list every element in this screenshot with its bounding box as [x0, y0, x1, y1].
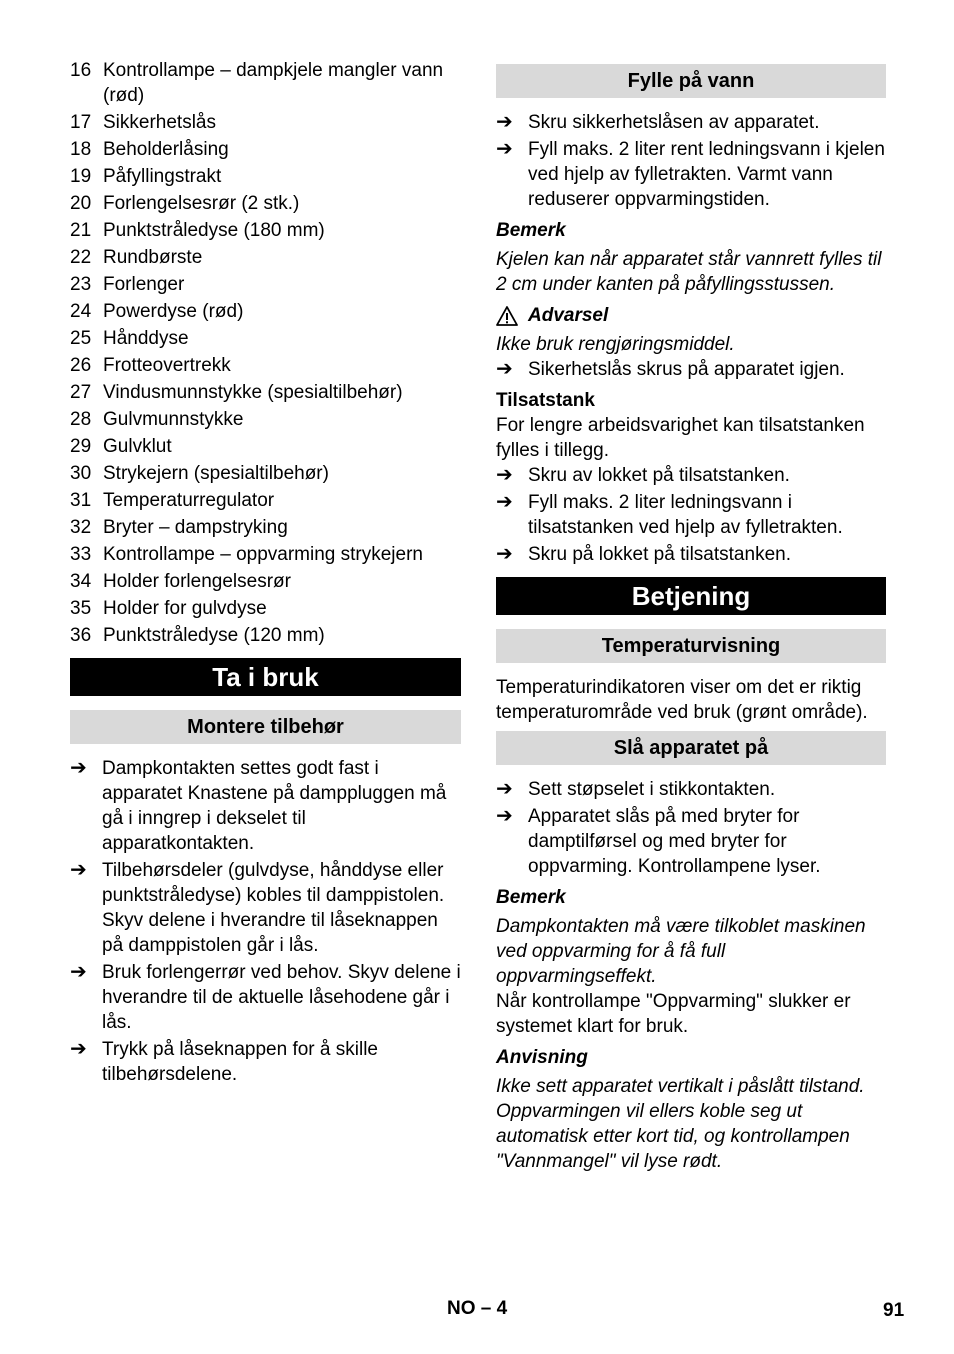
list-item: ➔ Dampkontakten settes godt fast i apparatet Knastene på damppluggen må gå i inngrep i dekselet til apparatkontakten. — [70, 757, 447, 854]
list-item: ➔ Apparatet slås på med bryter for damptilførsel og med bryter for oppvarming. Kontrollampene lyser. — [496, 805, 821, 877]
arrow-right-icon: ➔ — [70, 757, 87, 779]
note-heading: Bemerk — [496, 220, 566, 241]
sla-steps — [496, 777, 886, 879]
ready-text: Når kontrollampe "Oppvarming" slukker er systemet klart for bruk. — [496, 991, 851, 1037]
list-item: ➔ Sett støpselet i stikkontakten. — [496, 778, 776, 800]
list-item: 17 Sikkerhetslås — [70, 112, 216, 133]
list-item: 16 Kontrollampe – dampkjele mangler vann (rød) — [70, 60, 444, 106]
parts-list — [70, 58, 461, 648]
arrow-right-icon: ➔ — [496, 805, 513, 827]
arrow-right-icon: ➔ — [496, 778, 513, 800]
note-text: Kjelen kan når apparatet står vannrett fylles til 2 cm under kanten på påfyllingsstussen. — [496, 249, 882, 295]
warning-triangle-icon — [496, 306, 518, 326]
section-title-betjening: Betjening — [496, 577, 886, 615]
note-text: Dampkontakten må være tilkoblet maskinen ved oppvarming for å få full oppvarmingseffekt. — [496, 916, 866, 987]
heading-tilsatstank: Tilsatstank — [496, 390, 595, 411]
section-title-ta-i-bruk: Ta i bruk — [70, 658, 461, 696]
list-item: ➔ Skru av lokket på tilsatstanken. — [496, 464, 790, 486]
fylle-steps — [496, 110, 886, 212]
advice-text: Ikke sett apparatet vertikalt i påslått tilstand. Oppvarmingen vil ellers koble seg ut automatisk etter kort tid, og kontrollampen "Vannmangel" vil lyse rødt. — [496, 1076, 865, 1172]
heading-sla-apparatet-pa: Slå apparatet på — [496, 731, 886, 765]
list-item: 30 Strykejern (spesialtilbehør) — [70, 463, 329, 484]
list-item: 18 Beholderlåsing — [70, 139, 229, 160]
tilsatstank-text: For lengre arbeidsvarighet kan tilsatstanken fylles i tillegg. — [496, 415, 865, 461]
arrow-right-icon: ➔ — [496, 358, 513, 380]
list-item: 28 Gulvmunnstykke — [70, 409, 244, 430]
list-item: 36 Punktstråledyse (120 mm) — [70, 625, 325, 646]
arrow-right-icon: ➔ — [496, 464, 513, 486]
list-item: 29 Gulvklut — [70, 436, 172, 457]
arrow-right-icon: ➔ — [496, 543, 513, 565]
list-item: 25 Hånddyse — [70, 328, 189, 349]
list-item: ➔ Fyll maks. 2 liter rent ledningsvann i kjelen ved hjelp av fylletrakten. Varmt vann reduserer oppvarmingstiden. — [496, 138, 885, 210]
heading-montere-tilbehor: Montere tilbehør — [70, 710, 461, 744]
list-item: 19 Påfyllingstrakt — [70, 166, 222, 187]
right-column — [496, 64, 886, 1180]
list-item: 31 Temperaturregulator — [70, 490, 275, 511]
left-column — [70, 58, 461, 1093]
heading-temperaturvisning: Temperaturvisning — [496, 629, 886, 663]
temperatur-text: Temperaturindikatoren viser om det er riktig temperaturområde ved bruk (grønt område). — [496, 677, 868, 723]
heading-fylle-pa-vann: Fylle på vann — [496, 64, 886, 98]
montere-steps — [70, 756, 461, 1087]
list-item: 21 Punktstråledyse (180 mm) — [70, 220, 325, 241]
arrow-right-icon: ➔ — [496, 138, 513, 160]
list-item: ➔ Sikerhetslås skrus på apparatet igjen. — [496, 358, 845, 380]
list-item: 26 Frotteovertrekk — [70, 355, 231, 376]
footer-section-code: NO – 4 — [447, 1298, 508, 1319]
list-item: 23 Forlenger — [70, 274, 185, 295]
arrow-right-icon: ➔ — [70, 1038, 87, 1060]
list-item: 33 Kontrollampe – oppvarming strykejern — [70, 544, 423, 565]
list-item: 22 Rundbørste — [70, 247, 203, 268]
list-item: ➔ Bruk forlengerrør ved behov. Skyv delene i hverandre til de aktuelle låsehodene går i lås. — [70, 961, 461, 1033]
arrow-right-icon: ➔ — [496, 491, 513, 513]
warning-text: Ikke bruk rengjøringsmiddel. — [496, 334, 735, 355]
page-number: 91 — [883, 1300, 905, 1321]
list-item: 34 Holder forlengelsesrør — [70, 571, 291, 592]
list-item: 35 Holder for gulvdyse — [70, 598, 267, 619]
list-item: 32 Bryter – dampstryking — [70, 517, 288, 538]
warning-heading: Advarsel — [496, 303, 886, 328]
list-item: 20 Forlengelsesrør (2 stk.) — [70, 193, 300, 214]
list-item: 24 Powerdyse (rød) — [70, 301, 244, 322]
arrow-right-icon: ➔ — [70, 961, 87, 983]
note-heading: Bemerk — [496, 887, 566, 908]
list-item: ➔ Skru på lokket på tilsatstanken. — [496, 543, 791, 565]
list-item: ➔ Skru sikkerhetslåsen av apparatet. — [496, 111, 820, 133]
fylle-after-steps — [496, 357, 886, 382]
arrow-right-icon: ➔ — [70, 859, 87, 881]
arrow-right-icon: ➔ — [496, 111, 513, 133]
list-item: ➔ Tilbehørsdeler (gulvdyse, hånddyse eller punktstråledyse) kobles til damppistolen. Skyv delene i hverandre til låseknappen på damppistolen går i lås. — [70, 859, 445, 956]
list-item: ➔ Fyll maks. 2 liter ledningsvann i tilsatstanken ved hjelp av fylletrakten. — [496, 491, 843, 538]
list-item: 27 Vindusmunnstykke (spesialtilbehør) — [70, 382, 403, 403]
advice-heading: Anvisning — [496, 1047, 588, 1068]
list-item: ➔ Trykk på låseknappen for å skille tilbehørsdelene. — [70, 1038, 378, 1085]
tank-steps — [496, 463, 886, 567]
